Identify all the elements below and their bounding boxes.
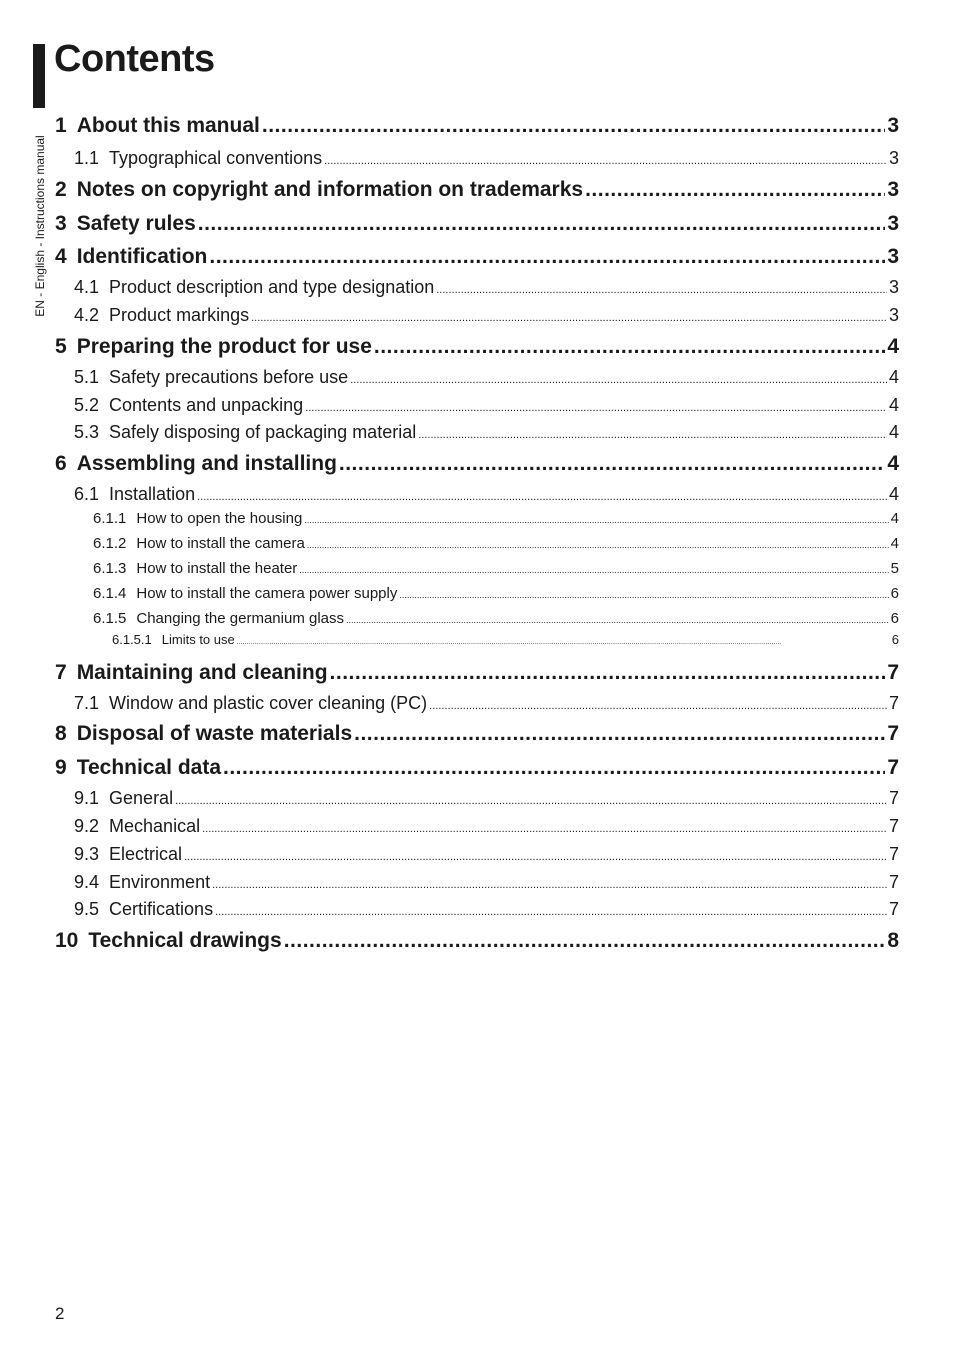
toc-entry-page: 4 — [887, 452, 899, 475]
toc-entry-page: 3 — [888, 305, 899, 325]
toc-entry-title: Identification — [76, 245, 208, 268]
toc-entry[interactable] — [55, 335, 899, 359]
toc-entry-page: 6 — [890, 610, 899, 627]
toc-entry-title: Notes on copyright and information on trademarks — [76, 178, 584, 201]
toc-entry-title: Changing the germanium glass — [136, 610, 344, 627]
toc-entry[interactable] — [55, 535, 899, 552]
toc-entry-page: 3 — [887, 245, 899, 268]
toc-dot-leader — [251, 312, 887, 324]
toc-dot-leader — [184, 851, 887, 863]
toc-entry-page: 7 — [888, 872, 899, 892]
toc-entry-page: 7 — [888, 899, 899, 919]
toc-entry-number: 6.1.2 — [93, 535, 127, 552]
toc-dot-leader — [215, 906, 887, 918]
toc-entry-title: Certifications — [109, 899, 214, 919]
toc-entry-page: 3 — [887, 114, 899, 137]
toc-entry-number: 6 — [55, 452, 67, 475]
toc-entry-title: Safety rules — [76, 212, 196, 235]
toc-entry-page: 3 — [888, 277, 899, 297]
toc-entry-number: 8 — [55, 722, 67, 745]
toc-entry-page: 4 — [890, 535, 899, 552]
toc-entry-number: 1.1 — [74, 148, 100, 168]
side-label: EN - English - Instructions manual — [33, 135, 47, 317]
toc-entry-number: 9.5 — [74, 899, 100, 919]
toc-entry[interactable] — [55, 788, 899, 809]
toc-dot-leader — [436, 284, 887, 296]
toc-entry-number: 4 — [55, 245, 67, 268]
toc-entry-number: 4.1 — [74, 277, 100, 297]
toc-entry-title: Technical data — [76, 756, 222, 779]
toc-entry[interactable] — [55, 585, 899, 602]
toc-entry-page: 4 — [888, 367, 899, 387]
toc-entry[interactable] — [55, 756, 899, 780]
toc-entry-number: 9.2 — [74, 816, 100, 836]
toc-entry-title: Typographical conventions — [109, 148, 323, 168]
toc-entry[interactable] — [55, 395, 899, 416]
toc-dot-leader — [299, 565, 888, 575]
toc-entry-page: 4 — [888, 484, 899, 504]
toc-entry-number: 2 — [55, 178, 67, 201]
toc-entry-title: How to open the housing — [136, 510, 303, 527]
toc-dot-leader — [399, 590, 888, 600]
toc-entry[interactable] — [55, 560, 899, 577]
toc-entry[interactable] — [55, 693, 899, 714]
toc-entry[interactable] — [55, 929, 899, 953]
toc-dot-leader — [198, 212, 886, 236]
toc-dot-leader — [354, 722, 885, 746]
toc-entry-page: 7 — [888, 788, 899, 808]
toc-entry[interactable] — [55, 245, 899, 269]
toc-entry-page: 6 — [890, 585, 899, 602]
toc-entry-number: 6.1.1 — [93, 510, 127, 527]
toc-dot-leader — [374, 335, 885, 359]
toc-dot-leader — [346, 615, 889, 625]
toc-entry-page: 7 — [887, 722, 899, 745]
toc-dot-leader — [418, 429, 887, 441]
toc-entry-title: Limits to use — [161, 632, 235, 647]
toc-entry[interactable] — [55, 367, 899, 388]
page-number: 2 — [55, 1304, 65, 1323]
toc-entry-title: Installation — [109, 484, 196, 504]
toc-entry-page: 7 — [887, 756, 899, 779]
toc-entry-title: Product markings — [109, 305, 250, 325]
toc-dot-leader — [339, 452, 885, 476]
toc-entry-title: About this manual — [76, 114, 260, 137]
toc-entry[interactable] — [55, 872, 899, 893]
toc-entry-title: Assembling and installing — [76, 452, 337, 475]
toc-entry-title: General — [109, 788, 174, 808]
toc-entry-title: Environment — [109, 872, 211, 892]
toc-entry-number: 3 — [55, 212, 67, 235]
toc-entry-number: 5 — [55, 335, 67, 358]
toc-entry-number: 5.2 — [74, 395, 100, 415]
toc-entry-page: 4 — [888, 422, 899, 442]
toc-entry-page: 8 — [887, 929, 899, 952]
toc-dot-leader — [197, 491, 887, 503]
toc-entry-number: 7.1 — [74, 693, 100, 713]
toc-entry[interactable] — [55, 148, 899, 169]
toc-entry-title: How to install the heater — [136, 560, 298, 577]
toc-entry[interactable] — [55, 722, 899, 746]
toc-dot-leader — [237, 639, 890, 646]
toc-entry-title: Safely disposing of packaging material — [109, 422, 417, 442]
toc-entry-number: 9 — [55, 756, 67, 779]
toc-entry-number: 9.3 — [74, 844, 100, 864]
toc-dot-leader — [305, 402, 887, 414]
toc-entry[interactable] — [55, 114, 899, 138]
toc-entry-number: 10 — [55, 929, 79, 952]
toc-entry[interactable] — [55, 816, 899, 837]
toc-entry[interactable] — [55, 178, 899, 202]
toc-dot-leader — [330, 661, 886, 685]
toc-entry[interactable] — [55, 510, 899, 527]
toc-dot-leader — [262, 114, 885, 138]
toc-entry[interactable] — [55, 632, 899, 647]
toc-entry-number: 1 — [55, 114, 67, 137]
toc-entry-number: 6.1.3 — [93, 560, 127, 577]
toc-entry-page: 7 — [888, 816, 899, 836]
toc-entry[interactable] — [55, 212, 899, 236]
toc-entry-number: 9.4 — [74, 872, 100, 892]
toc-entry-title: How to install the camera power supply — [136, 585, 398, 602]
toc-dot-leader — [350, 374, 887, 386]
toc-entry-number: 7 — [55, 661, 67, 684]
toc-entry-title: Product description and type designation — [109, 277, 435, 297]
toc-dot-leader — [307, 540, 889, 550]
toc-dot-leader — [175, 795, 887, 807]
toc-entry-title: Maintaining and cleaning — [76, 661, 328, 684]
toc-entry-number: 6.1.4 — [93, 585, 127, 602]
toc-entry-number: 6.1.5.1 — [112, 632, 152, 647]
toc-dot-leader — [585, 178, 885, 202]
toc-entry-number: 6.1 — [74, 484, 100, 504]
toc-entry-page: 7 — [887, 661, 899, 684]
toc-entry-page: 3 — [887, 212, 899, 235]
toc-entry-page: 4 — [890, 510, 899, 527]
toc-entry-page: 3 — [888, 148, 899, 168]
toc-dot-leader — [209, 245, 885, 269]
toc-entry-title: Mechanical — [109, 816, 201, 836]
toc-entry-title: Window and plastic cover cleaning (PC) — [109, 693, 428, 713]
toc-dot-leader — [429, 700, 887, 712]
toc-entry-number: 9.1 — [74, 788, 100, 808]
toc-entry[interactable] — [55, 484, 899, 505]
toc-dot-leader — [223, 756, 885, 780]
toc-entry-page: 4 — [888, 395, 899, 415]
toc-dot-leader — [202, 823, 887, 835]
toc-entry-title: Electrical — [109, 844, 183, 864]
toc-entry-title: Preparing the product for use — [76, 335, 372, 358]
toc-entry[interactable] — [55, 305, 899, 326]
toc-entry-number: 6.1.5 — [93, 610, 127, 627]
toc-dot-leader — [304, 515, 888, 525]
toc-entry[interactable] — [55, 610, 899, 627]
toc-entry-page: 7 — [888, 693, 899, 713]
toc-entry[interactable] — [55, 452, 899, 476]
toc-dot-leader — [324, 155, 887, 167]
toc-entry-page: 6 — [891, 632, 899, 647]
toc-entry[interactable] — [55, 899, 899, 920]
toc-entry-page: 5 — [890, 560, 899, 577]
toc-entry-title: Technical drawings — [88, 929, 282, 952]
page-title: Contents — [54, 38, 215, 80]
toc-entry-title: How to install the camera — [136, 535, 305, 552]
toc-entry-number: 4.2 — [74, 305, 100, 325]
title-accent-bar — [33, 44, 45, 108]
toc-entry-page: 3 — [887, 178, 899, 201]
toc-dot-leader — [284, 929, 886, 953]
toc-entry[interactable] — [55, 661, 899, 685]
toc-entry-title: Safety precautions before use — [109, 367, 349, 387]
toc-entry[interactable] — [55, 277, 899, 298]
toc-entry[interactable] — [55, 844, 899, 865]
toc-entry-number: 5.1 — [74, 367, 100, 387]
toc-entry-title: Disposal of waste materials — [76, 722, 353, 745]
toc-entry-number: 5.3 — [74, 422, 100, 442]
toc-entry[interactable] — [55, 422, 899, 443]
toc-entry-page: 7 — [888, 844, 899, 864]
toc-entry-title: Contents and unpacking — [109, 395, 304, 415]
toc-dot-leader — [212, 879, 887, 891]
toc-entry-page: 4 — [887, 335, 899, 358]
